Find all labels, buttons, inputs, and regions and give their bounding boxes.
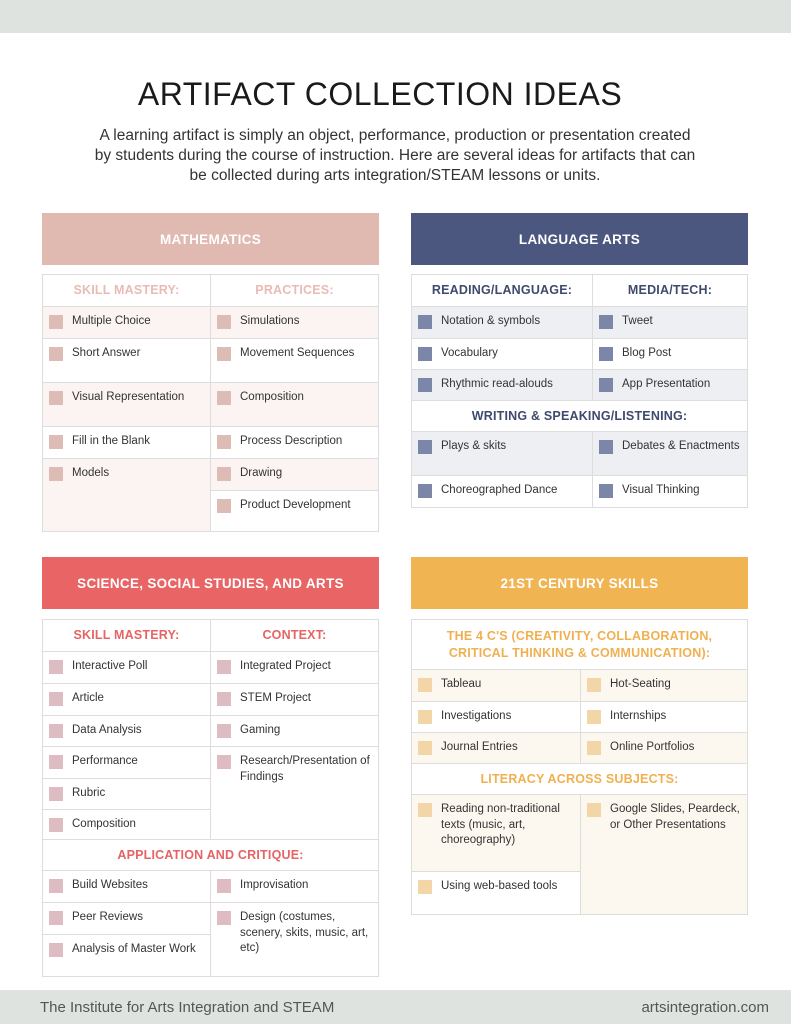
skills-left-item-1: Investigations (412, 702, 580, 732)
checkbox-square-icon (587, 678, 601, 692)
math-left-item-3: Fill in the Blank (43, 427, 210, 458)
skills-sub-right-item-0: Google Slides, Peardeck, or Other Presentations (581, 795, 747, 914)
math-left-item-0: Multiple Choice (43, 307, 210, 338)
sci-sub-right-item-0: Improvisation (211, 871, 378, 902)
checkbox-square-icon (217, 435, 231, 449)
math-left-item-2: Visual Representation (43, 383, 210, 426)
sci-left-item-1: Article (43, 684, 210, 715)
skills-card (411, 557, 748, 915)
math-right-head: PRACTICES: (255, 283, 334, 297)
checkbox-square-icon (49, 347, 63, 361)
checkbox-square-icon (49, 435, 63, 449)
math-header: MATHEMATICS (42, 213, 379, 265)
lang-header: LANGUAGE ARTS (411, 213, 748, 265)
skills-right-item-0: Hot-Seating (581, 670, 747, 701)
checkbox-square-icon (217, 499, 231, 513)
sci-body (42, 619, 379, 977)
checkbox-square-icon (587, 741, 601, 755)
page-title: ARTIFACT COLLECTION IDEAS (137, 76, 623, 112)
sci-sub-left-item-1: Peer Reviews (43, 903, 210, 934)
checkbox-square-icon (418, 710, 432, 724)
checkbox-square-icon (217, 879, 231, 893)
math-left-item-1: Short Answer (43, 339, 210, 382)
checkbox-square-icon (49, 943, 63, 957)
skills-header: 21ST CENTURY SKILLS (411, 557, 748, 609)
lang-right-head: MEDIA/TECH: (627, 283, 713, 297)
checkbox-square-icon (217, 911, 231, 925)
skills-left-item-2: Journal Entries (412, 733, 580, 763)
lang-right-item-2: App Presentation (593, 370, 747, 400)
checkbox-square-icon (49, 911, 63, 925)
checkbox-square-icon (599, 315, 613, 329)
lang-right-item-0: Tweet (593, 307, 747, 338)
sci-left-item-3: Performance (43, 747, 210, 778)
math-right-item-3: Process Description (211, 427, 378, 458)
checkbox-square-icon (418, 347, 432, 361)
skills-right-item-2: Online Portfolios (581, 733, 747, 763)
checkbox-square-icon (49, 724, 63, 738)
checkbox-square-icon (217, 391, 231, 405)
checkbox-square-icon (418, 378, 432, 392)
intro-text: A learning artifact is simply an object, performance, production or presentation created by students during the course of instruction. Here are several ideas for artifacts that can be collected during arts integration/STEAM lessons or units. (94, 127, 696, 184)
checkbox-square-icon (49, 315, 63, 329)
checkbox-square-icon (217, 755, 231, 769)
math-left-item-4: Models (43, 459, 210, 531)
checkbox-square-icon (418, 315, 432, 329)
math-right-item-2: Composition (211, 383, 378, 426)
lang-sub-right-item-1: Visual Thinking (593, 476, 747, 507)
checkbox-square-icon (49, 660, 63, 674)
lang-left-item-0: Notation & symbols (412, 307, 592, 338)
skills-sub-left-item-1: Using web-based tools (412, 872, 580, 914)
lang-sub-left-item-0: Plays & skits (412, 432, 592, 475)
footer-org: The Institute for Arts Integration and STEAM (40, 998, 335, 1016)
math-right-item-0: Simulations (211, 307, 378, 338)
skills-right-item-1: Internships (581, 702, 747, 732)
footer-bar (0, 990, 791, 1024)
top-bar (0, 0, 791, 33)
skills-sub-head: LITERACY ACROSS SUBJECTS: (480, 771, 679, 786)
sci-sub-left-item-0: Build Websites (43, 871, 210, 902)
checkbox-square-icon (217, 347, 231, 361)
lang-body (411, 274, 748, 508)
checkbox-square-icon (217, 660, 231, 674)
lang-left-head: READING/LANGUAGE: (431, 283, 573, 297)
checkbox-square-icon (217, 692, 231, 706)
lang-right-item-1: Blog Post (593, 339, 747, 369)
checkbox-square-icon (418, 803, 432, 817)
sci-left-item-4: Rubric (43, 779, 210, 809)
sci-sub-head: APPLICATION AND CRITIQUE: (117, 847, 304, 862)
checkbox-square-icon (599, 440, 613, 454)
skills-left-item-0: Tableau (412, 670, 580, 701)
lang-sub-left-item-1: Choreographed Dance (412, 476, 592, 507)
checkbox-square-icon (49, 755, 63, 769)
math-card (42, 213, 379, 532)
skills-sub-left-item-0: Reading non-traditional texts (music, art, choreography) (412, 795, 580, 871)
sci-right-head: CONTEXT: (262, 628, 327, 642)
checkbox-square-icon (217, 467, 231, 481)
checkbox-square-icon (49, 467, 63, 481)
checkbox-square-icon (599, 484, 613, 498)
math-body (42, 274, 379, 532)
skills-head: THE 4 C'S (CREATIVITY, COLLABORATION, CRITICAL THINKING & COMMUNICATION): (446, 628, 713, 660)
sci-sub-right-item-1: Design (costumes, scenery, skits, music, art, etc) (211, 903, 378, 976)
checkbox-square-icon (49, 787, 63, 801)
sci-left-item-0: Interactive Poll (43, 652, 210, 683)
sci-left-item-5: Composition (43, 810, 210, 839)
checkbox-square-icon (217, 724, 231, 738)
skills-body (411, 619, 748, 915)
lang-left-item-2: Rhythmic read-alouds (412, 370, 592, 400)
sci-card (42, 557, 379, 977)
checkbox-square-icon (587, 803, 601, 817)
checkbox-square-icon (418, 440, 432, 454)
sci-right-item-1: STEM Project (211, 684, 378, 715)
checkbox-square-icon (599, 347, 613, 361)
checkbox-square-icon (418, 484, 432, 498)
checkbox-square-icon (217, 315, 231, 329)
sci-right-item-2: Gaming (211, 716, 378, 746)
sci-right-item-0: Integrated Project (211, 652, 378, 683)
lang-card (411, 213, 748, 508)
checkbox-square-icon (49, 692, 63, 706)
checkbox-square-icon (418, 678, 432, 692)
lang-sub-right-item-0: Debates & Enactments (593, 432, 747, 475)
checkbox-square-icon (49, 818, 63, 832)
checkbox-square-icon (587, 710, 601, 724)
sci-header: SCIENCE, SOCIAL STUDIES, AND ARTS (42, 557, 379, 609)
math-left-head: SKILL MASTERY: (73, 283, 180, 297)
sci-sub-left-item-2: Analysis of Master Work (43, 935, 210, 976)
lang-left-item-1: Vocabulary (412, 339, 592, 369)
math-right-item-1: Movement Sequences (211, 339, 378, 382)
checkbox-square-icon (418, 880, 432, 894)
sci-left-item-2: Data Analysis (43, 716, 210, 746)
checkbox-square-icon (49, 879, 63, 893)
math-right-item-4: Drawing (211, 459, 378, 490)
footer-site: artsintegration.com (641, 998, 769, 1016)
lang-sub-head: WRITING & SPEAKING/LISTENING: (471, 408, 688, 423)
checkbox-square-icon (599, 378, 613, 392)
sci-right-item-3: Research/Presentation of Findings (211, 747, 378, 839)
checkbox-square-icon (418, 741, 432, 755)
math-right-item-5: Product Development (211, 491, 378, 531)
checkbox-square-icon (49, 391, 63, 405)
sci-left-head: SKILL MASTERY: (73, 628, 180, 642)
